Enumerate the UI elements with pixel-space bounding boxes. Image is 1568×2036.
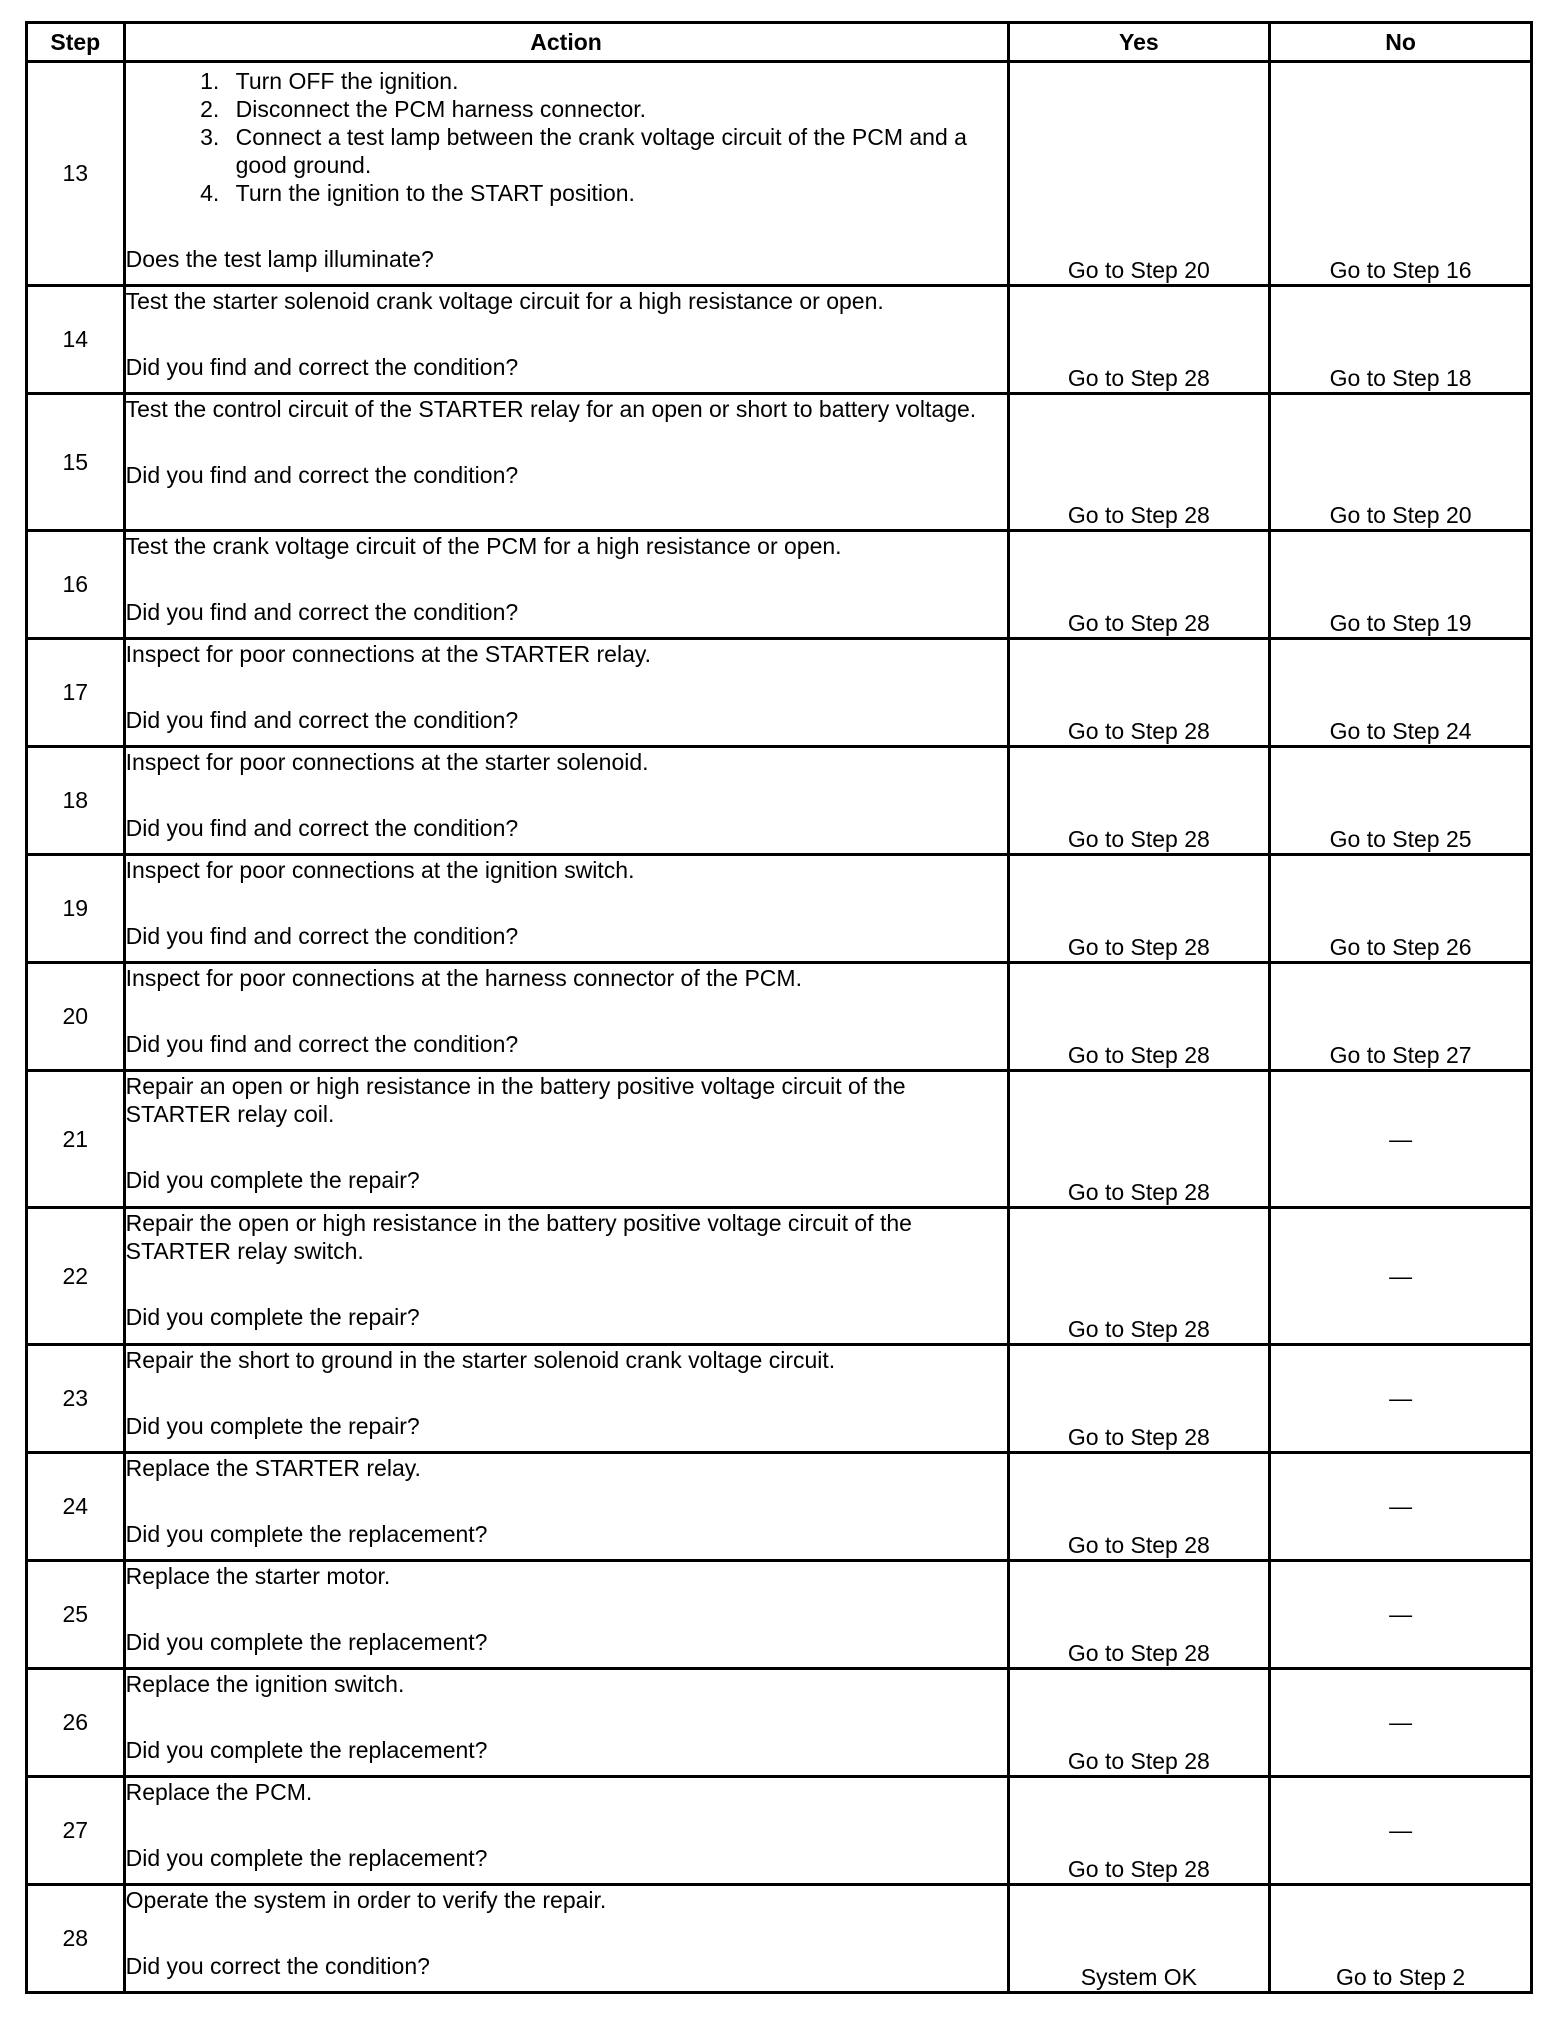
- action-statement: Replace the STARTER relay.: [125, 1455, 421, 1481]
- header-yes: Yes: [1008, 23, 1270, 62]
- action-statement: Replace the ignition switch.: [125, 1671, 405, 1697]
- yes-result: Go to Step 28: [1008, 1453, 1270, 1561]
- step-number: 24: [27, 1453, 125, 1561]
- substep-item: 3. Connect a test lamp between the crank voltage circuit of the PCM and a good ground.: [226, 123, 1007, 179]
- no-result: Go to Step 18: [1270, 286, 1532, 394]
- action-question: Did you find and correct the condition?: [125, 1031, 519, 1057]
- action-cell: [124, 855, 1008, 963]
- no-result: —: [1270, 1669, 1532, 1777]
- action-statement: Inspect for poor connections at the starter solenoid.: [125, 749, 649, 775]
- action-question: Did you complete the replacement?: [125, 1845, 488, 1871]
- table-row: [27, 747, 1532, 855]
- no-result: —: [1270, 1777, 1532, 1885]
- action-cell: [124, 1777, 1008, 1885]
- table-row: [27, 531, 1532, 639]
- yes-result: Go to Step 28: [1008, 639, 1270, 747]
- table-row: [27, 1453, 1532, 1561]
- yes-result: Go to Step 28: [1008, 1777, 1270, 1885]
- header-step: Step: [27, 23, 125, 62]
- action-statement: Inspect for poor connections at the ignition switch.: [125, 857, 635, 883]
- yes-result: Go to Step 28: [1008, 286, 1270, 394]
- action-question: Did you find and correct the condition?: [125, 599, 519, 625]
- step-number: 26: [27, 1669, 125, 1777]
- yes-result: Go to Step 28: [1008, 1561, 1270, 1669]
- action-question: Did you find and correct the condition?: [125, 462, 519, 488]
- table-row: [27, 1208, 1532, 1345]
- action-question: Did you complete the repair?: [125, 1167, 420, 1193]
- no-result: —: [1270, 1208, 1532, 1345]
- action-cell: [124, 1345, 1008, 1453]
- step-number: 15: [27, 394, 125, 531]
- action-statement: Test the control circuit of the STARTER relay for an open or short to battery voltage.: [125, 396, 977, 422]
- action-question: Did you complete the repair?: [125, 1304, 420, 1330]
- step-number: 25: [27, 1561, 125, 1669]
- step-number: 17: [27, 639, 125, 747]
- yes-result: Go to Step 20: [1008, 62, 1270, 286]
- no-result: Go to Step 19: [1270, 531, 1532, 639]
- table-row: [27, 855, 1532, 963]
- action-statement: Operate the system in order to verify the repair.: [125, 1887, 607, 1913]
- yes-result: Go to Step 28: [1008, 531, 1270, 639]
- action-statement: Repair the open or high resistance in the battery positive voltage circuit of the STARTER relay switch.: [125, 1210, 912, 1264]
- yes-result: Go to Step 28: [1008, 855, 1270, 963]
- yes-result: Go to Step 28: [1008, 963, 1270, 1071]
- action-cell: [124, 1561, 1008, 1669]
- action-cell: [124, 1208, 1008, 1345]
- action-statement: Replace the starter motor.: [125, 1563, 391, 1589]
- action-question: Did you correct the condition?: [125, 1953, 430, 1979]
- table-row: [27, 1777, 1532, 1885]
- table-row: [27, 1669, 1532, 1777]
- header-action: Action: [124, 23, 1008, 62]
- action-statement: Inspect for poor connections at the STARTER relay.: [125, 641, 652, 667]
- action-statement: Test the starter solenoid crank voltage circuit for a high resistance or open.: [125, 288, 884, 314]
- action-statement: Replace the PCM.: [125, 1779, 313, 1805]
- table-row: [27, 286, 1532, 394]
- table-row: [27, 1071, 1532, 1208]
- no-result: —: [1270, 1345, 1532, 1453]
- no-result: Go to Step 25: [1270, 747, 1532, 855]
- action-question: Did you find and correct the condition?: [125, 815, 519, 841]
- yes-result: Go to Step 28: [1008, 1669, 1270, 1777]
- action-question: Did you find and correct the condition?: [125, 354, 519, 380]
- step-number: 20: [27, 963, 125, 1071]
- table-row: [27, 1885, 1532, 1993]
- no-result: Go to Step 27: [1270, 963, 1532, 1071]
- table-row: [27, 1345, 1532, 1453]
- yes-result: Go to Step 28: [1008, 394, 1270, 531]
- step-number: 14: [27, 286, 125, 394]
- step-number: 19: [27, 855, 125, 963]
- no-result: Go to Step 24: [1270, 639, 1532, 747]
- table-row: [27, 62, 1532, 286]
- action-statement: Test the crank voltage circuit of the PCM for a high resistance or open.: [125, 533, 842, 559]
- yes-result: Go to Step 28: [1008, 1071, 1270, 1208]
- step-number: 18: [27, 747, 125, 855]
- no-result: Go to Step 20: [1270, 394, 1532, 531]
- no-result: —: [1270, 1071, 1532, 1208]
- action-statement: Inspect for poor connections at the harness connector of the PCM.: [125, 965, 802, 991]
- substep-item: 1. Turn OFF the ignition.: [226, 67, 1007, 95]
- action-question: Does the test lamp illuminate?: [125, 246, 434, 272]
- action-cell: [124, 286, 1008, 394]
- action-question: Did you complete the replacement?: [125, 1521, 488, 1547]
- action-cell: [124, 1885, 1008, 1993]
- table-row: [27, 639, 1532, 747]
- step-number: 22: [27, 1208, 125, 1345]
- yes-result: Go to Step 28: [1008, 1345, 1270, 1453]
- action-question: Did you complete the replacement?: [125, 1629, 488, 1655]
- substep-item: 2. Disconnect the PCM harness connector.: [226, 95, 1007, 123]
- header-no: No: [1270, 23, 1532, 62]
- substep-item: 4. Turn the ignition to the START position.: [226, 179, 1007, 207]
- action-cell: [124, 62, 1008, 286]
- yes-result: Go to Step 28: [1008, 747, 1270, 855]
- no-result: Go to Step 2: [1270, 1885, 1532, 1993]
- action-statement: Repair the short to ground in the starter solenoid crank voltage circuit.: [125, 1347, 836, 1373]
- action-cell: [124, 394, 1008, 531]
- substep-list: [126, 67, 1007, 207]
- action-cell: [124, 747, 1008, 855]
- no-result: Go to Step 16: [1270, 62, 1532, 286]
- step-number: 27: [27, 1777, 125, 1885]
- yes-result: System OK: [1008, 1885, 1270, 1993]
- step-number: 13: [27, 62, 125, 286]
- action-statement: Repair an open or high resistance in the battery positive voltage circuit of the STARTER relay coil.: [125, 1073, 906, 1127]
- action-question: Did you find and correct the condition?: [125, 707, 519, 733]
- action-cell: [124, 531, 1008, 639]
- no-result: —: [1270, 1561, 1532, 1669]
- action-cell: [124, 963, 1008, 1071]
- action-cell: [124, 639, 1008, 747]
- table-row: [27, 1561, 1532, 1669]
- action-cell: [124, 1669, 1008, 1777]
- yes-result: Go to Step 28: [1008, 1208, 1270, 1345]
- action-cell: [124, 1071, 1008, 1208]
- action-question: Did you complete the replacement?: [125, 1737, 488, 1763]
- no-result: Go to Step 26: [1270, 855, 1532, 963]
- table-row: [27, 963, 1532, 1071]
- action-cell: [124, 1453, 1008, 1561]
- diagnostic-table: [25, 21, 1533, 1994]
- table-header-row: [27, 23, 1532, 62]
- step-number: 21: [27, 1071, 125, 1208]
- step-number: 16: [27, 531, 125, 639]
- no-result: —: [1270, 1453, 1532, 1561]
- step-number: 23: [27, 1345, 125, 1453]
- action-question: Did you complete the repair?: [125, 1413, 420, 1439]
- action-question: Did you find and correct the condition?: [125, 923, 519, 949]
- step-number: 28: [27, 1885, 125, 1993]
- table-row: [27, 394, 1532, 531]
